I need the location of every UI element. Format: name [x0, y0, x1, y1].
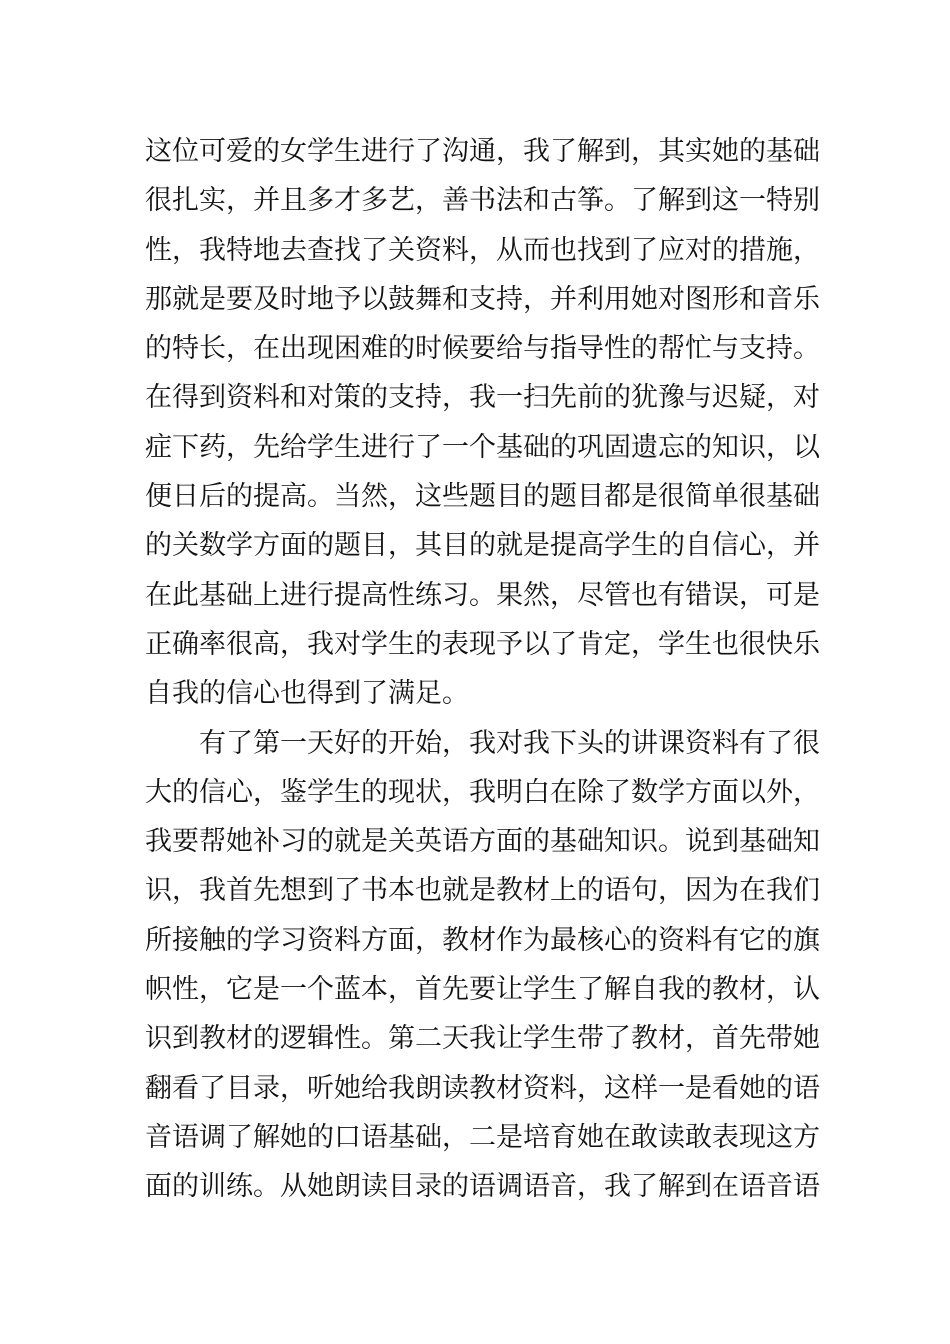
text-line: 识，我首先想到了书本也就是教材上的语句，因为在我们: [145, 875, 820, 907]
text-line: 正确率很高，我对学生的表现予以了肯定，学生也很快乐: [145, 628, 820, 660]
text-line: 在得到资料和对策的支持，我一扫先前的犹豫与迟疑，对: [145, 382, 820, 414]
paragraph-last-line: 自我的信心也得到了满足。: [145, 678, 469, 710]
text-line: 的特长，在出现困难的时候要给与指导性的帮忙与支持。: [145, 333, 820, 365]
text-line: 识到教材的逻辑性。第二天我让学生带了教材，首先带她: [145, 1023, 820, 1055]
text-line: 症下药，先给学生进行了一个基础的巩固遗忘的知识，以: [145, 431, 820, 463]
text-line: 帜性，它是一个蓝本，首先要让学生了解自我的教材，认: [145, 974, 820, 1006]
body-text: [145, 127, 820, 1212]
text-line: 这位可爱的女学生进行了沟通，我了解到，其实她的基础: [145, 136, 820, 167]
text-line: 音语调了解她的口语基础，二是培育她在敢读敢表现这方: [145, 1121, 820, 1153]
text-line: 的关数学方面的题目，其目的就是提高学生的自信心，并: [145, 530, 820, 562]
text-line: 翻看了目录，听她给我朗读教材资料，这样一是看她的语: [145, 1072, 820, 1104]
text-line: 大的信心，鉴学生的现状，我明白在除了数学方面以外，: [145, 776, 820, 808]
text-line: 在此基础上进行提高性练习。果然，尽管也有错误，可是: [145, 579, 820, 611]
text-line: 那就是要及时地予以鼓舞和支持，并利用她对图形和音乐: [145, 283, 820, 315]
text-line: 很扎实，并且多才多艺，善书法和古筝。了解到这一特别: [145, 185, 820, 217]
text-line: 我要帮她补习的就是关英语方面的基础知识。说到基础知: [145, 826, 820, 858]
text-line: 性，我特地去查找了关资料，从而也找到了应对的措施，: [145, 234, 820, 266]
text-line: 面的训练。从她朗读目录的语调语音，我了解到在语音语: [145, 1171, 820, 1203]
text-line: 所接触的学习资料方面，教材作为最核心的资料有它的旗: [145, 924, 820, 956]
text-line: 便日后的提高。当然，这些题目的题目都是很简单很基础: [145, 481, 820, 513]
paragraph-first-line: 有了第一天好的开始，我对我下头的讲课资料有了很: [199, 727, 820, 759]
